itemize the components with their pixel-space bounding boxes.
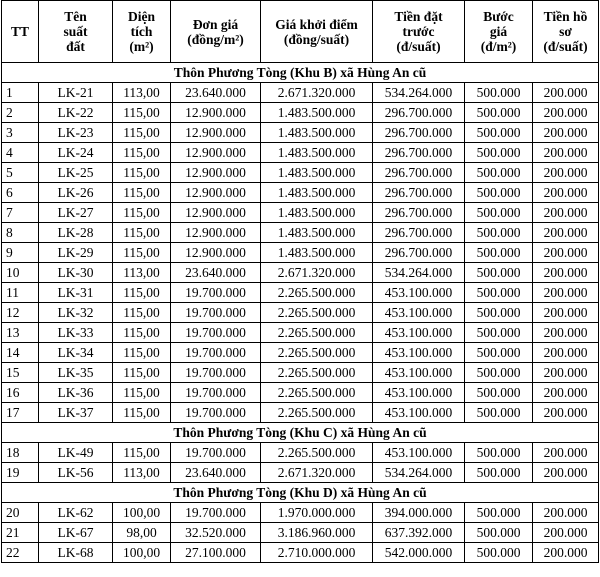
cell-price-step: 500.000 [465,363,533,383]
section-title: Thôn Phương Tòng (Khu D) xã Hùng An cũ [2,483,599,503]
cell-tt: 8 [2,223,39,243]
cell-price-step: 500.000 [465,223,533,243]
header-line: trước [402,24,435,39]
cell-starting-price: 1.483.500.000 [261,163,373,183]
cell-document-fee: 200.000 [533,523,599,543]
cell-starting-price: 2.671.320.000 [261,83,373,103]
cell-document-fee: 200.000 [533,103,599,123]
table-row [2,443,599,463]
cell-area: 115,00 [113,223,171,243]
cell-price-step: 500.000 [465,543,533,563]
table-row [2,383,599,403]
cell-document-fee: 200.000 [533,443,599,463]
cell-lot-name: LK-24 [39,143,113,163]
cell-price-step: 500.000 [465,503,533,523]
cell-tt: 13 [2,323,39,343]
cell-document-fee: 200.000 [533,163,599,183]
header-starting-price [261,1,373,63]
cell-tt: 22 [2,543,39,563]
cell-lot-name: LK-29 [39,243,113,263]
cell-starting-price: 2.671.320.000 [261,463,373,483]
cell-document-fee: 200.000 [533,363,599,383]
header-price-step [465,1,533,63]
header-line: Đơn giá [192,16,239,32]
cell-area: 113,00 [113,263,171,283]
cell-price-step: 500.000 [465,323,533,343]
cell-price-step: 500.000 [465,83,533,103]
cell-unit-price: 12.900.000 [171,223,261,243]
cell-document-fee: 200.000 [533,463,599,483]
header-line: Giá khởi điểm [275,16,358,32]
cell-price-step: 500.000 [465,163,533,183]
cell-unit-price: 12.900.000 [171,103,261,123]
cell-unit-price: 12.900.000 [171,163,261,183]
cell-lot-name: LK-28 [39,223,113,243]
cell-lot-name: LK-36 [39,383,113,403]
cell-starting-price: 2.265.500.000 [261,363,373,383]
cell-unit-price: 19.700.000 [171,403,261,423]
cell-lot-name: LK-68 [39,543,113,563]
cell-area: 115,00 [113,383,171,403]
table-row [2,183,599,203]
cell-tt: 1 [2,83,39,103]
cell-price-step: 500.000 [465,523,533,543]
header-line: TT [10,24,29,39]
cell-deposit: 453.100.000 [373,443,465,463]
cell-unit-price: 12.900.000 [171,123,261,143]
header-line: (m²) [129,39,154,54]
cell-price-step: 500.000 [465,103,533,123]
cell-document-fee: 200.000 [533,243,599,263]
cell-lot-name: LK-26 [39,183,113,203]
cell-area: 115,00 [113,403,171,423]
cell-tt: 21 [2,523,39,543]
cell-price-step: 500.000 [465,343,533,363]
cell-starting-price: 1.483.500.000 [261,243,373,263]
table-row [2,323,599,343]
cell-area: 115,00 [113,183,171,203]
header-deposit [373,1,465,63]
cell-tt: 18 [2,443,39,463]
header-line: suất [63,24,88,39]
table-row [2,143,599,163]
cell-tt: 7 [2,203,39,223]
cell-price-step: 500.000 [465,443,533,463]
table-row [2,543,599,563]
cell-unit-price: 19.700.000 [171,303,261,323]
header-line: Tên [64,9,87,24]
header-line: Diện [128,9,155,24]
cell-unit-price: 19.700.000 [171,443,261,463]
cell-starting-price: 1.483.500.000 [261,123,373,143]
header-line: đất [66,39,85,54]
cell-unit-price: 23.640.000 [171,263,261,283]
cell-price-step: 500.000 [465,283,533,303]
cell-area: 100,00 [113,543,171,563]
cell-area: 115,00 [113,323,171,343]
table-body [2,63,599,563]
cell-lot-name: LK-27 [39,203,113,223]
table-row [2,523,599,543]
cell-lot-name: LK-37 [39,403,113,423]
cell-starting-price: 2.710.000.000 [261,543,373,563]
cell-deposit: 453.100.000 [373,343,465,363]
cell-price-step: 500.000 [465,383,533,403]
header-line: (đ/m²) [480,39,517,54]
section-header-row [2,423,599,443]
header-line: Bước [483,9,514,24]
cell-area: 115,00 [113,163,171,183]
header-area [113,1,171,63]
table-row [2,163,599,183]
cell-tt: 9 [2,243,39,263]
cell-unit-price: 12.900.000 [171,143,261,163]
cell-area: 115,00 [113,203,171,223]
cell-deposit: 534.264.000 [373,83,465,103]
cell-lot-name: LK-33 [39,323,113,343]
header-line: (đồng/m²) [187,31,244,47]
header-unit-price [171,1,261,63]
cell-tt: 16 [2,383,39,403]
cell-lot-name: LK-62 [39,503,113,523]
cell-document-fee: 200.000 [533,283,599,303]
cell-deposit: 394.000.000 [373,503,465,523]
cell-area: 113,00 [113,83,171,103]
table-header [2,1,599,63]
cell-unit-price: 19.700.000 [171,503,261,523]
cell-area: 113,00 [113,463,171,483]
section-title: Thôn Phương Tòng (Khu C) xã Hùng An cũ [2,423,599,443]
cell-lot-name: LK-30 [39,263,113,283]
header-line: tích [130,24,153,39]
cell-price-step: 500.000 [465,263,533,283]
cell-tt: 10 [2,263,39,283]
cell-document-fee: 200.000 [533,403,599,423]
cell-tt: 12 [2,303,39,323]
cell-document-fee: 200.000 [533,223,599,243]
cell-document-fee: 200.000 [533,303,599,323]
cell-area: 115,00 [113,363,171,383]
cell-deposit: 296.700.000 [373,123,465,143]
cell-deposit: 296.700.000 [373,183,465,203]
section-header-row [2,63,599,83]
cell-deposit: 534.264.000 [373,263,465,283]
cell-area: 115,00 [113,243,171,263]
cell-unit-price: 27.100.000 [171,543,261,563]
table-row [2,403,599,423]
cell-lot-name: LK-56 [39,463,113,483]
cell-starting-price: 2.265.500.000 [261,323,373,343]
cell-lot-name: LK-49 [39,443,113,463]
table-row [2,463,599,483]
cell-document-fee: 200.000 [533,143,599,163]
cell-document-fee: 200.000 [533,203,599,223]
cell-deposit: 453.100.000 [373,303,465,323]
cell-tt: 2 [2,103,39,123]
cell-deposit: 296.700.000 [373,203,465,223]
cell-unit-price: 19.700.000 [171,383,261,403]
header-document-fee [533,1,599,63]
table-row [2,363,599,383]
cell-starting-price: 2.265.500.000 [261,343,373,363]
cell-starting-price: 2.265.500.000 [261,403,373,423]
header-tt [2,1,39,63]
cell-deposit: 296.700.000 [373,163,465,183]
cell-deposit: 296.700.000 [373,143,465,163]
cell-unit-price: 12.900.000 [171,243,261,263]
cell-deposit: 296.700.000 [373,243,465,263]
cell-lot-name: LK-67 [39,523,113,543]
cell-unit-price: 23.640.000 [171,463,261,483]
header-line: (đồng/suất) [283,31,350,47]
cell-price-step: 500.000 [465,403,533,423]
cell-price-step: 500.000 [465,303,533,323]
cell-area: 115,00 [113,443,171,463]
cell-starting-price: 1.483.500.000 [261,203,373,223]
cell-deposit: 637.392.000 [373,523,465,543]
header-line: (đ/suất) [396,39,441,54]
cell-tt: 14 [2,343,39,363]
cell-area: 115,00 [113,103,171,123]
cell-unit-price: 19.700.000 [171,283,261,303]
cell-area: 115,00 [113,143,171,163]
table-row [2,83,599,103]
cell-price-step: 500.000 [465,463,533,483]
table-row [2,263,599,283]
cell-unit-price: 19.700.000 [171,343,261,363]
table-row [2,303,599,323]
cell-starting-price: 2.265.500.000 [261,443,373,463]
cell-lot-name: LK-34 [39,343,113,363]
cell-lot-name: LK-25 [39,163,113,183]
cell-unit-price: 12.900.000 [171,203,261,223]
table-row [2,343,599,363]
cell-document-fee: 200.000 [533,263,599,283]
cell-price-step: 500.000 [465,123,533,143]
cell-deposit: 453.100.000 [373,403,465,423]
cell-starting-price: 1.483.500.000 [261,103,373,123]
cell-starting-price: 2.265.500.000 [261,383,373,403]
cell-document-fee: 200.000 [533,183,599,203]
land-auction-table [1,0,599,563]
cell-unit-price: 19.700.000 [171,363,261,383]
cell-tt: 4 [2,143,39,163]
cell-tt: 20 [2,503,39,523]
header-line: Tiền hồ [543,9,588,24]
cell-starting-price: 1.483.500.000 [261,223,373,243]
cell-deposit: 534.264.000 [373,463,465,483]
header-line: (đ/suất) [543,39,588,54]
cell-starting-price: 1.483.500.000 [261,143,373,163]
cell-lot-name: LK-31 [39,283,113,303]
cell-starting-price: 2.265.500.000 [261,303,373,323]
cell-deposit: 453.100.000 [373,323,465,343]
cell-area: 115,00 [113,283,171,303]
header-line: giá [489,24,508,39]
cell-unit-price: 23.640.000 [171,83,261,103]
cell-starting-price: 2.265.500.000 [261,283,373,303]
cell-starting-price: 2.671.320.000 [261,263,373,283]
cell-lot-name: LK-21 [39,83,113,103]
table-row [2,283,599,303]
cell-price-step: 500.000 [465,183,533,203]
cell-area: 115,00 [113,343,171,363]
cell-document-fee: 200.000 [533,123,599,143]
cell-document-fee: 200.000 [533,543,599,563]
cell-deposit: 542.000.000 [373,543,465,563]
cell-lot-name: LK-22 [39,103,113,123]
cell-area: 98,00 [113,523,171,543]
cell-price-step: 500.000 [465,203,533,223]
cell-deposit: 296.700.000 [373,103,465,123]
cell-tt: 11 [2,283,39,303]
cell-document-fee: 200.000 [533,343,599,363]
cell-tt: 3 [2,123,39,143]
table-row [2,243,599,263]
header-lot-name [39,1,113,63]
cell-lot-name: LK-32 [39,303,113,323]
cell-price-step: 500.000 [465,143,533,163]
cell-deposit: 453.100.000 [373,283,465,303]
cell-starting-price: 1.970.000.000 [261,503,373,523]
section-title: Thôn Phương Tòng (Khu B) xã Hùng An cũ [2,63,599,83]
cell-starting-price: 1.483.500.000 [261,183,373,203]
table-row [2,503,599,523]
table-row [2,203,599,223]
cell-area: 115,00 [113,303,171,323]
cell-area: 100,00 [113,503,171,523]
cell-deposit: 453.100.000 [373,363,465,383]
cell-document-fee: 200.000 [533,323,599,343]
table-row [2,103,599,123]
cell-lot-name: LK-35 [39,363,113,383]
cell-tt: 6 [2,183,39,203]
header-line: Tiền đặt [394,9,443,24]
cell-tt: 15 [2,363,39,383]
table-row [2,123,599,143]
cell-unit-price: 32.520.000 [171,523,261,543]
section-header-row [2,483,599,503]
header-row [2,1,599,63]
cell-unit-price: 19.700.000 [171,323,261,343]
header-line: sơ [559,24,572,39]
cell-deposit: 453.100.000 [373,383,465,403]
cell-tt: 19 [2,463,39,483]
cell-price-step: 500.000 [465,243,533,263]
table-row [2,223,599,243]
cell-tt: 5 [2,163,39,183]
cell-starting-price: 3.186.960.000 [261,523,373,543]
cell-document-fee: 200.000 [533,83,599,103]
cell-unit-price: 12.900.000 [171,183,261,203]
cell-tt: 17 [2,403,39,423]
cell-document-fee: 200.000 [533,383,599,403]
cell-area: 115,00 [113,123,171,143]
cell-document-fee: 200.000 [533,503,599,523]
cell-lot-name: LK-23 [39,123,113,143]
cell-deposit: 296.700.000 [373,223,465,243]
